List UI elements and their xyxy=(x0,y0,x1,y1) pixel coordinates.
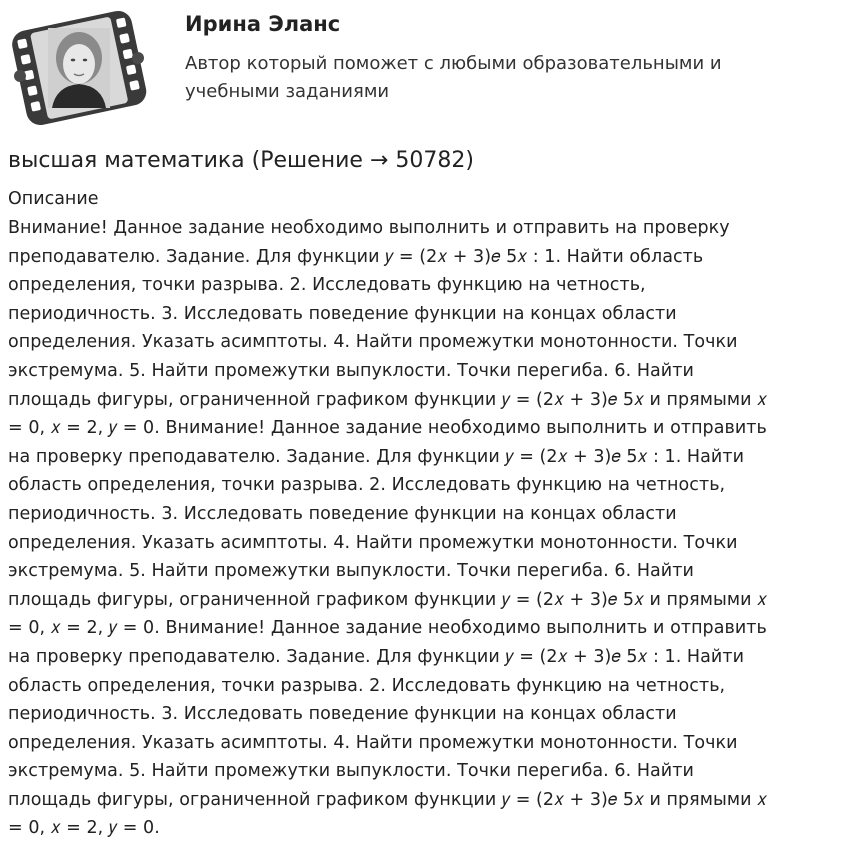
description-line: площадь фигуры, ограниченной графиком функции 𝑦 = (2𝑥 + 3)𝑒 5𝑥 и прямыми 𝑥 xyxy=(8,389,767,410)
description-line: определения. Указать асимптоты. 4. Найти промежутки монотонности. Точки xyxy=(8,732,738,753)
description-body xyxy=(8,214,840,843)
description-line: экстремума. 5. Найти промежутки выпуклости. Точки перегиба. 6. Найти xyxy=(8,561,694,582)
description-line: определения. Указать асимптоты. 4. Найти промежутки монотонности. Точки xyxy=(8,332,738,353)
description-line: определения. Указать асимптоты. 4. Найти промежутки монотонности. Точки xyxy=(8,532,738,553)
description-line: область определения, точки разрыва. 2. Исследовать функцию на четность, xyxy=(8,475,726,496)
description-line: периодичность. 3. Исследовать поведение функции на концах области xyxy=(8,704,677,725)
author-avatar[interactable] xyxy=(8,6,150,128)
description-line: преподавателю. Задание. Для функции 𝑦 = (2𝑥 + 3)𝑒 5𝑥 : 1. Найти область xyxy=(8,246,704,267)
description-line: = 0, 𝑥 = 2, 𝑦 = 0. Внимание! Данное задание необходимо выполнить и отправить xyxy=(8,618,767,639)
author-description-line: Автор который поможет с любыми образовательными и xyxy=(185,53,722,74)
description-line: экстремума. 5. Найти промежутки выпуклости. Точки перегиба. 6. Найти xyxy=(8,761,694,782)
author-header xyxy=(0,0,847,140)
description-line: экстремума. 5. Найти промежутки выпуклости. Точки перегиба. 6. Найти xyxy=(8,360,694,381)
description-line: площадь фигуры, ограниченной графиком функции 𝑦 = (2𝑥 + 3)𝑒 5𝑥 и прямыми 𝑥 xyxy=(8,789,767,810)
author-name[interactable]: Ирина Эланс xyxy=(185,12,341,36)
author-description-line: учебными заданиями xyxy=(185,81,390,102)
film-frame-portrait-icon xyxy=(8,6,150,128)
description-line: на проверку преподавателю. Задание. Для функции 𝑦 = (2𝑥 + 3)𝑒 5𝑥 : 1. Найти xyxy=(8,646,745,667)
description-heading: Описание xyxy=(8,189,99,209)
description-line: площадь фигуры, ограниченной графиком функции 𝑦 = (2𝑥 + 3)𝑒 5𝑥 и прямыми 𝑥 xyxy=(8,589,767,610)
description-line: определения, точки разрыва. 2. Исследовать функцию на четность, xyxy=(8,275,646,296)
description-line: = 0, 𝑥 = 2, 𝑦 = 0. Внимание! Данное задание необходимо выполнить и отправить xyxy=(8,418,767,439)
description-line: периодичность. 3. Исследовать поведение функции на концах области xyxy=(8,303,677,324)
author-description xyxy=(185,50,825,106)
description-line: на проверку преподавателю. Задание. Для функции 𝑦 = (2𝑥 + 3)𝑒 5𝑥 : 1. Найти xyxy=(8,446,745,467)
description-line: периодичность. 3. Исследовать поведение функции на концах области xyxy=(8,503,677,524)
page-title: высшая математика (Решение → 50782) xyxy=(8,148,474,173)
description-line: область определения, точки разрыва. 2. Исследовать функцию на четность, xyxy=(8,675,726,696)
description-line: = 0, 𝑥 = 2, 𝑦 = 0. xyxy=(8,818,160,839)
description-line: Внимание! Данное задание необходимо выполнить и отправить на проверку xyxy=(8,218,730,238)
